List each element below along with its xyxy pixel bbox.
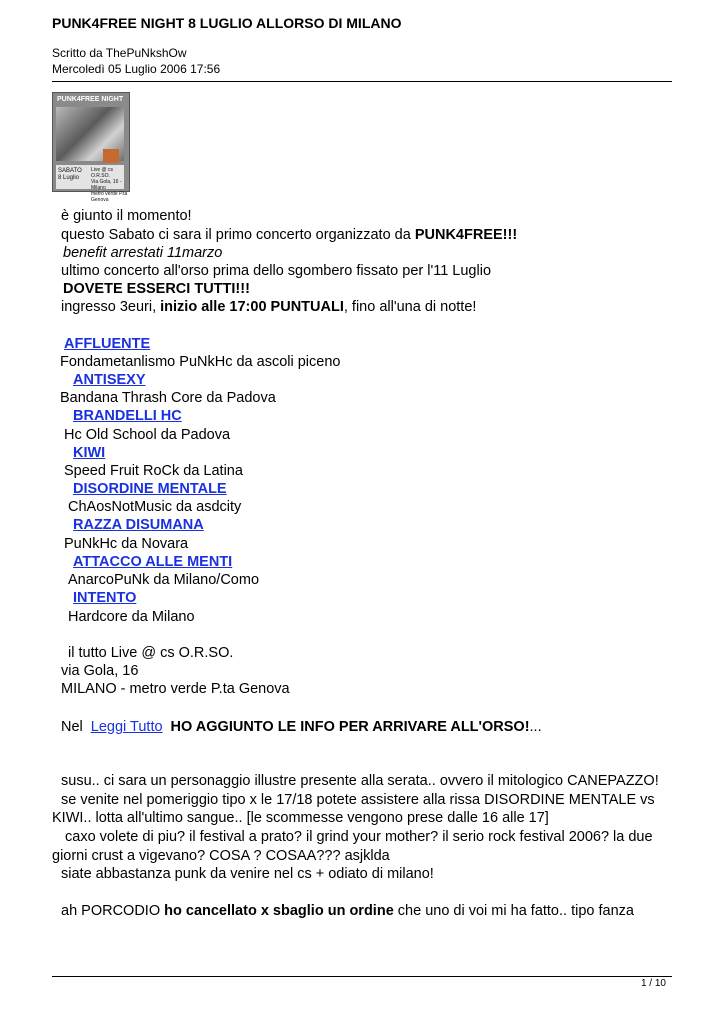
band-link-attacco-alle-menti[interactable]: ATTACCO ALLE MENTI <box>73 554 233 570</box>
event-flyer-image <box>52 92 130 203</box>
band-description: Bandana Thrash Core da Padova <box>60 390 276 406</box>
venue-line: il tutto Live @ cs O.R.SO. <box>68 645 234 661</box>
paragraph-line: caxo volete di piu? il festival a prato? il grind your mother? il serio rock festival 2006? la due <box>65 829 653 845</box>
band-link-affluente[interactable]: AFFLUENTE <box>64 336 151 352</box>
paragraph-line: se venite nel pomeriggio tipo x le 17/18 potete assistere alla rissa DISORDINE MENTALE vs <box>61 792 655 808</box>
flyer-top-text: PUNK4FREE NIGHT <box>57 96 124 103</box>
band-description: Hardcore da Milano <box>68 609 195 625</box>
page-number: 1 / 10 <box>640 978 666 989</box>
band-link-antisexy[interactable]: ANTISEXY <box>73 372 146 388</box>
venue-city: MILANO - metro verde P.ta Genova <box>61 681 290 697</box>
footer-divider <box>52 976 672 977</box>
header-divider <box>52 81 672 82</box>
readmore-line: Nel Leggi Tutto HO AGGIUNTO LE INFO PER ARRIVARE ALL'ORSO!... <box>61 719 542 735</box>
band-link-intento[interactable]: INTENTO <box>73 590 137 606</box>
band-description: AnarcoPuNk da Milano/Como <box>68 572 260 588</box>
benefit-line: benefit arrestati 11marzo <box>63 245 223 261</box>
date-line: Mercoledì 05 Luglio 2006 17:56 <box>52 62 221 76</box>
paragraph-line: KIWI.. lotta all'ultimo sangue.. [le scommesse vengono prese dalle 16 alle 17] <box>52 810 549 826</box>
band-description: Speed Fruit RoCk da Latina <box>64 463 243 479</box>
venue-address: via Gola, 16 <box>61 663 139 679</box>
read-more-link[interactable]: Leggi Tutto <box>90 719 163 735</box>
band-description: ChAosNotMusic da asdcity <box>68 499 242 515</box>
paragraph-line: susu.. ci sara un personaggio illustre presente alla serata.. ovvero il mitologico CANEPAZZO! <box>61 773 659 789</box>
call-to-action: DOVETE ESSERCI TUTTI!!! <box>63 281 250 297</box>
paragraph-line: ah PORCODIO ho cancellato x sbaglio un ordine che uno di voi mi ha fatto.. tipo fanza <box>61 903 634 919</box>
intro-line: questo Sabato ci sara il primo concerto organizzato da PUNK4FREE!!! <box>61 227 518 243</box>
page-title: PUNK4FREE NIGHT 8 LUGLIO ALLORSO DI MILANO <box>52 15 402 31</box>
band-link-brandelli-hc[interactable]: BRANDELLI HC <box>73 408 182 424</box>
band-description: PuNkHc da Novara <box>64 536 189 552</box>
band-link-kiwi[interactable]: KIWI <box>73 445 106 461</box>
org-name: PUNK4FREE!!! <box>414 227 518 243</box>
flyer-venue: Live @ cs O.R.SO. Via Gola, 16 - Milano metro verde P.ta Genova <box>91 167 128 203</box>
band-description: Fondametanlismo PuNkHc da ascoli piceno <box>60 354 341 370</box>
readmore-note: HO AGGIUNTO LE INFO PER ARRIVARE ALL'ORSO! <box>170 719 530 735</box>
band-link-disordine-mentale[interactable]: DISORDINE MENTALE <box>73 481 227 497</box>
paragraph-line: giorni crust a vigevano? COSA ? COSAA??? asjklda <box>52 848 390 864</box>
band-link-razza-disumana[interactable]: RAZZA DISUMANA <box>73 517 204 533</box>
intro-line: ingresso 3euri, inizio alle 17:00 PUNTUALI, fino all'una di notte! <box>61 299 477 315</box>
flyer-accent <box>103 149 119 163</box>
band-description: Hc Old School da Padova <box>64 427 231 443</box>
flyer-date: SABATO 8 Luglio <box>58 168 82 181</box>
paragraph-line: siate abbastanza punk da venire nel cs + odiato di milano! <box>61 866 434 882</box>
author-line: Scritto da ThePuNkshOw <box>52 46 187 60</box>
intro-line: è giunto il momento! <box>61 208 192 224</box>
intro-line: ultimo concerto all'orso prima dello sgombero fissato per l'11 Luglio <box>61 263 492 279</box>
